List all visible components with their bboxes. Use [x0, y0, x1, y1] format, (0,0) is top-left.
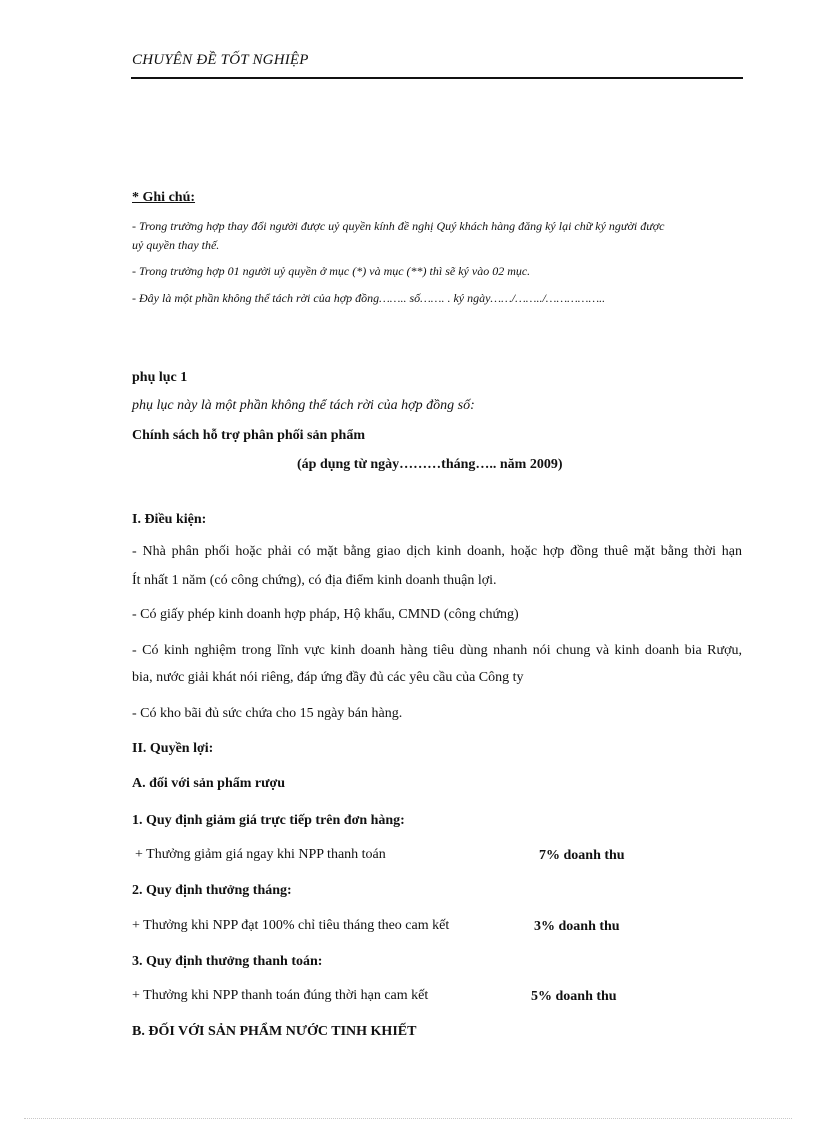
rule-1-value: 7% doanh thu	[539, 848, 625, 863]
condition-3a: - Có kinh nghiệm trong lĩnh vực kinh doanh hàng tiêu dùng nhanh nói chung và kinh doanh bia Rượu,	[132, 643, 742, 658]
rule-2-item: + Thưởng khi NPP đạt 100% chỉ tiêu tháng theo cam kết	[132, 918, 450, 933]
rule-3-item: + Thưởng khi NPP thanh toán đúng thời hạn cam kết	[132, 988, 429, 1003]
page-header-title: CHUYÊN ĐỀ TỐT NGHIỆP	[132, 52, 309, 68]
appendix-subtitle: phụ lục này là một phần không thể tách rời của hợp đồng số:	[132, 398, 475, 413]
note-line-1a: - Trong trường hợp thay đổi người được uỷ quyền kính đề nghị Quý khách hàng đăng ký lại chữ ký người được	[132, 219, 665, 233]
notes-heading: * Ghi chú:	[132, 190, 196, 205]
benefits-heading: II. Quyền lợi:	[132, 741, 214, 756]
condition-2: - Có giấy phép kinh doanh hợp pháp, Hộ khẩu, CMND (công chứng)	[132, 607, 519, 622]
condition-4: - Có kho bãi đủ sức chứa cho 15 ngày bán hàng.	[132, 706, 403, 721]
rule-1-title: 1. Quy định giảm giá trực tiếp trên đơn hàng:	[132, 813, 405, 828]
header-rule	[131, 77, 743, 79]
section-a-heading: A. đối với sản phẩm rượu	[132, 776, 286, 791]
policy-title: Chính sách hỗ trợ phân phối sản phẩm	[132, 428, 366, 443]
note-line-2: - Trong trường hợp 01 người uỷ quyền ở mục (*) và mục (**) thì sẽ ký vào 02 mục.	[132, 264, 531, 278]
rule-3-title: 3. Quy định thưởng thanh toán:	[132, 954, 323, 969]
note-line-1b: uỷ quyền thay thế.	[132, 238, 220, 252]
condition-3b: bia, nước giải khát nói riêng, đáp ứng đầy đủ các yêu cầu của Công ty	[132, 670, 524, 685]
conditions-heading: I. Điều kiện:	[132, 512, 207, 527]
rule-2-title: 2. Quy định thưởng tháng:	[132, 883, 292, 898]
section-b-heading: B. ĐỐI VỚI SẢN PHẨM NƯỚC TINH KHIẾT	[132, 1024, 417, 1039]
policy-applied-date: (áp dụng từ ngày………tháng….. năm 2009)	[297, 457, 563, 472]
rule-2-value: 3% doanh thu	[534, 919, 620, 934]
condition-1b: Ít nhất 1 năm (có công chứng), có địa điểm kinh doanh thuận lợi.	[132, 573, 497, 588]
rule-3-value: 5% doanh thu	[531, 989, 617, 1004]
rule-1-item: + Thưởng giảm giá ngay khi NPP thanh toán	[135, 847, 386, 862]
note-line-3: - Đây là một phần không thể tách rời của hợp đồng…….. số……. . ký ngày……/……../……………..	[132, 291, 606, 305]
appendix-title: phụ lục 1	[132, 370, 188, 385]
condition-1a: - Nhà phân phối hoặc phải có mặt bằng giao dịch kinh doanh, hoặc hợp đồng thuê mặt bằng thời hạn	[132, 544, 742, 559]
page-bottom-divider	[24, 1118, 792, 1119]
